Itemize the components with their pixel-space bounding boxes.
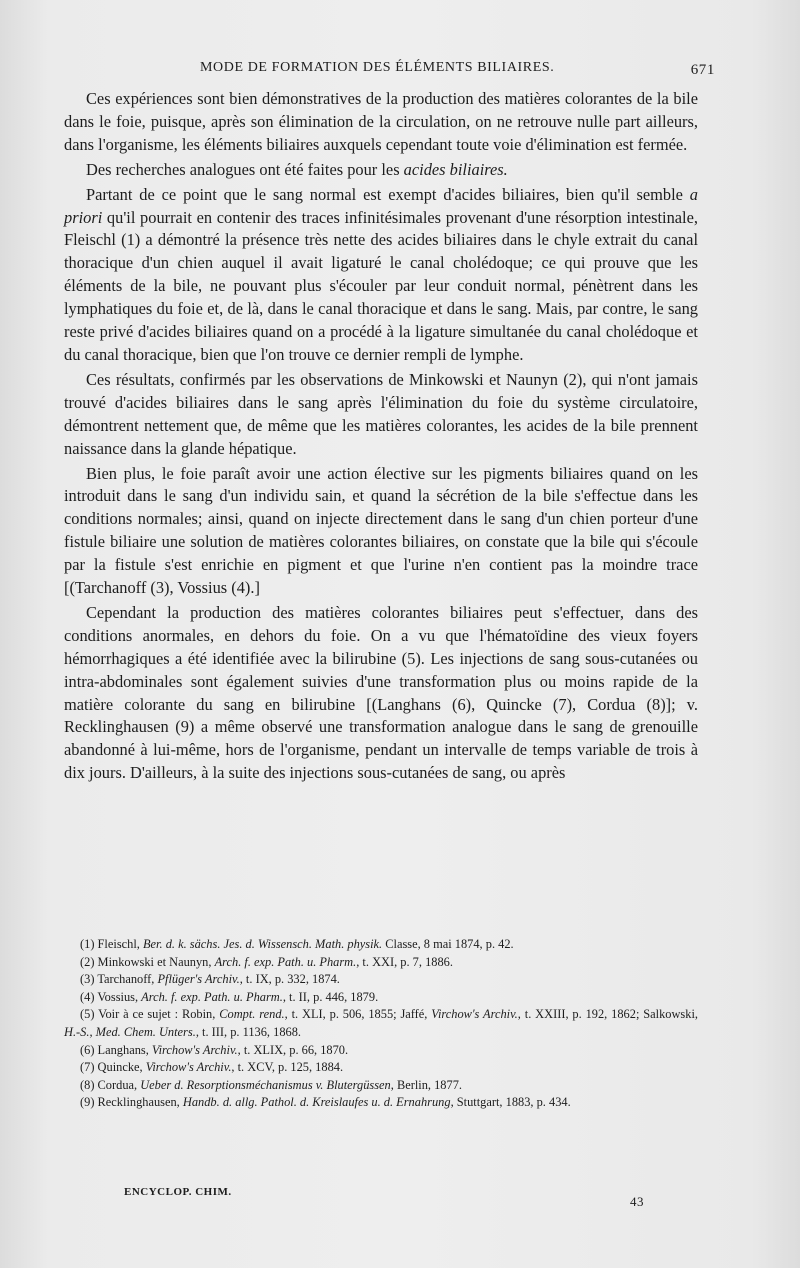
footnote-9	[64, 1094, 698, 1112]
paragraph-1: Ces expériences sont bien démonstratives de la production des matières colorantes de la bile dans le foie, puisque, après son élimination de la circulation, on ne retrouve nulle part ailleurs, dans l'organisme, les éléments biliaires auxquels cependant toute voie d'élimination est fermée.	[64, 89, 698, 154]
paragraph-5: Bien plus, le foie paraît avoir une action élective sur les pigments biliaires quand on les introduit dans le sang d'un individu sain, et quand la sécrétion de la bile s'effectue dans les conditions normales; ainsi, quand on injecte directement dans le sang d'un chien porteur d'une fistule biliaire une solution de matières colorantes biliaires, on constate que la bile qui s'écoule par la fistule s'est enrichie en pigment et que l'urine n'en contient pas la moindre trace [(Tarchanoff (3), Vossius (4).]	[64, 463, 698, 598]
footnote-5	[64, 1006, 698, 1041]
footnote-4-b: , t. II, p. 446, 1879.	[282, 989, 379, 1004]
footnote-6	[64, 1042, 698, 1060]
footnote-1-title: Ber. d. k. sächs. Jes. d. Wissensch. Math. physik.	[142, 937, 383, 951]
footnote-5-d: , t. III, p. 1136, 1868.	[195, 1024, 302, 1039]
footnote-6-title: Virchow's Archiv.	[151, 1042, 238, 1057]
footnote-7-title: Virchow's Archiv.	[145, 1060, 232, 1075]
footnote-3-b: , t. IX, p. 332, 1874.	[239, 972, 340, 987]
footnote-9-b: , Stuttgart, 1883, p. 434.	[450, 1095, 571, 1110]
paragraph-2-text: Des recherches analogues ont été faites pour les	[86, 159, 404, 179]
footnote-5-title-2: Virchow's Archiv.	[431, 1007, 518, 1022]
main-text	[64, 88, 698, 787]
footnote-2-a: (2) Minkowski et Naunyn,	[80, 954, 215, 969]
footnote-4-title: Arch. f. exp. Path. u. Pharm.	[141, 989, 283, 1004]
footnote-5-title-1: Compt. rend.	[219, 1007, 285, 1022]
footnote-5-c: , t. XXIII, p. 192, 1862; Salkowski,	[517, 1007, 698, 1022]
signature-mark: ENCYCLOP. CHIM.	[124, 1186, 232, 1198]
paragraph-2-emphasis: acides biliaires.	[403, 159, 508, 179]
paragraph-2	[64, 159, 698, 182]
footnote-1	[64, 936, 698, 954]
sheet-number: 43	[630, 1194, 644, 1209]
footnote-8-b: , Berlin, 1877.	[390, 1077, 462, 1092]
footnote-6-a: (6) Langhans,	[80, 1042, 152, 1057]
footnote-7-b: , t. XCV, p. 125, 1884.	[231, 1060, 344, 1075]
page-number: 671	[690, 62, 715, 78]
paragraph-3	[64, 184, 698, 367]
footnote-1-b: Classe, 8 mai 1874, p. 42.	[382, 937, 514, 951]
footnote-8-title: Ueber d. Resorptionsméchanismus v. Blutergüssen	[140, 1077, 391, 1092]
paragraph-4: Ces résultats, confirmés par les observations de Minkowski et Naunyn (2), qui n'ont jamais trouvé d'acides biliaires dans le sang après l'élimination du foie du système circulatoire, démontrent nettement que, de même que les matières colorantes, les acides de la bile prennent naissance dans la glande hépatique.	[64, 369, 698, 458]
footnote-2-title: Arch. f. exp. Path. u. Pharm.	[214, 954, 357, 969]
footnote-2	[64, 954, 698, 972]
paragraph-3-emphasis: a priori	[64, 184, 698, 227]
footnote-5-a: (5) Voir à ce sujet : Robin,	[80, 1007, 220, 1022]
footnote-4-a: (4) Vossius,	[80, 989, 142, 1004]
footnotes	[64, 936, 698, 1112]
footnote-9-a: (9) Recklinghausen,	[80, 1095, 183, 1110]
footnote-1-a: (1) Fleischl,	[80, 937, 143, 951]
footnote-8-a: (8) Cordua,	[80, 1077, 141, 1092]
footnote-5-b: , t. XLI, p. 506, 1855; Jaffé,	[284, 1007, 432, 1022]
footnote-6-b: , t. XLIX, p. 66, 1870.	[237, 1042, 349, 1057]
footnote-2-b: , t. XXI, p. 7, 1886.	[356, 954, 453, 969]
running-title: MODE DE FORMATION DES ÉLÉMENTS BILIAIRES.	[200, 60, 555, 75]
paragraph-3-text-b: qu'il pourrait en contenir des traces infinitésimales provenant d'une résorption intestinale, Fleischl (1) a démontré la présence très nette des acides biliaires dans le chyle extrait du canal thoracique d'un chien auquel il avait ligaturé le canal cholédoque; ce qui prouve que les éléments de la bile, ne pouvant plus s'écouler par leur conduit normal, pénètrent dans les lymphatiques du foie et, de là, dans le canal thoracique et dans le sang. Mais, par contre, le sang reste privé d'acides biliaires quand on a procédé à la ligature simultanée du canal cholédoque et du canal thoracique, bien que l'on trouve ce dernier rempli de lymphe.	[64, 207, 698, 364]
footnote-3	[64, 971, 698, 989]
footnote-9-title: Handb. d. allg. Pathol. d. Kreislaufes u. d. Ernahrung	[182, 1095, 451, 1110]
footnote-4	[64, 989, 698, 1007]
footnote-5-title-3: H.-S., Med. Chem. Unters.	[64, 1024, 196, 1039]
paragraph-6: Cependant la production des matières colorantes biliaires peut s'effectuer, dans des conditions anormales, en dehors du foie. On a vu que l'hématoïdine des vieux foyers hémorrhagiques a été identifiée avec la bilirubine (5). Les injections de sang sous-cutanées ou intra-abdominales sont également suivies d'une transformation plus ou moins rapide de la matière colorante du sang en bilirubine [(Langhans (6), Quincke (7), Cordua (8)]; v. Recklinghausen (9) a même observé une transformation analogue dans le sang de grenouille abandonné à lui-même, hors de l'organisme, pendant un intervalle de temps variable de trois à dix jours. D'ailleurs, à la suite des injections sous-cutanées de sang, ou après	[64, 602, 698, 783]
footnote-7-a: (7) Quincke,	[80, 1060, 146, 1075]
footnote-3-a: (3) Tarchanoff,	[80, 972, 158, 987]
paragraph-3-text-a: Partant de ce point que le sang normal est exempt d'acides biliaires, bien qu'il semble	[86, 184, 690, 204]
footnote-7	[64, 1059, 698, 1077]
footnote-3-title: Pflüger's Archiv.	[157, 972, 240, 987]
footnote-8	[64, 1077, 698, 1095]
